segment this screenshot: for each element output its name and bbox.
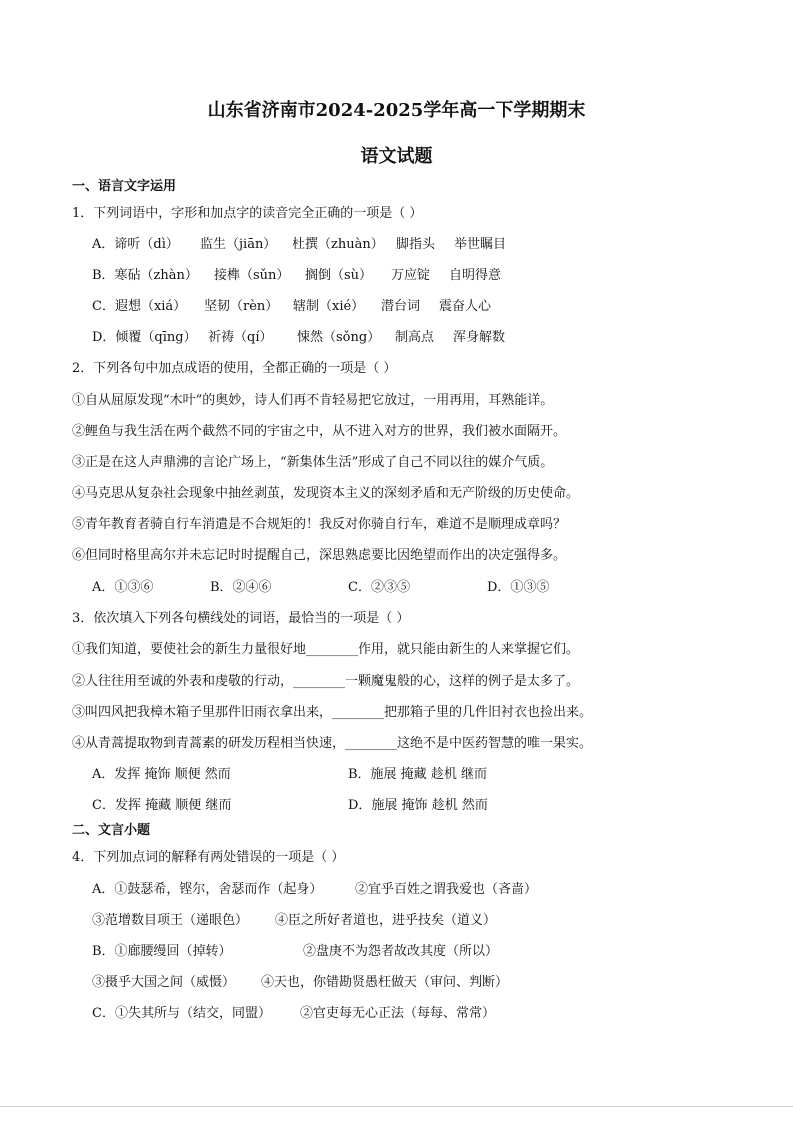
question-3-options-row-1: [92, 767, 487, 783]
q4-a-item-2: ②宜乎百姓之谓我爱也（吝啬）: [355, 882, 538, 897]
q1-c-item-1: C．遐想（xiá）: [92, 299, 187, 314]
q4-option-c-line-1: [92, 1006, 495, 1022]
q1-a-item-5: 举世瞩目: [454, 237, 507, 252]
q1-b-item-5: 自明得意: [449, 268, 502, 283]
page-bottom-divider: [0, 1106, 793, 1107]
q1-a-item-2: 监生（jiān）: [200, 237, 277, 252]
q4-b-item-1: B．①廊腰缦回（掉转）: [92, 944, 232, 959]
q1-b-item-2: 接榫（sǔn）: [214, 268, 290, 283]
question-1-option-a: [92, 237, 506, 253]
question-2-options: [92, 580, 549, 596]
q1-a-item-3: 杜撰（zhuàn）: [292, 237, 384, 252]
q4-b-item-3: ③摄乎大国之间（威慑）: [92, 975, 236, 990]
q1-c-item-3: 辖制（xié）: [293, 299, 365, 314]
q4-option-b-line-2: [92, 975, 508, 991]
q2-sentence-6: ⑥但同时格里高尔并未忘记时时提醒自己，深思熟虑要比因绝望而作出的决定强得多。: [72, 548, 567, 563]
q1-a-item-4: 脚指头: [396, 237, 436, 252]
page-subtitle: 语文试题: [360, 146, 433, 167]
q2-sentence-3: ③正是在这人声鼎沸的言论广场上，“新集体生活”形成了自己不同以往的媒介气质。: [72, 455, 554, 470]
q4-a-item-4: ④臣之所好者道也，进乎技矣（道义）: [275, 913, 497, 928]
q1-b-item-1: B．寒砧（zhàn）: [92, 268, 198, 283]
q4-c-item-1: C．①失其所与（结交，同盟）: [92, 1006, 271, 1021]
q4-a-item-1: A．①鼓瑟希，铿尔，舍瑟而作（起身）: [92, 882, 323, 897]
q1-d-item-4: 制高点: [395, 330, 435, 345]
page-title: 山东省济南市2024-2025学年高一下学期期末: [207, 100, 586, 121]
q1-d-item-1: D．倾覆（qīng）: [92, 330, 197, 345]
q4-b-item-2: ②盘庚不为怨者故改其度（所以）: [303, 944, 499, 959]
question-2-stem: 2．下列各句中加点成语的使用，全都正确的一项是（ ）: [72, 361, 397, 376]
question-1-stem: 1．下列词语中，字形和加点字的读音完全正确的一项是（ ）: [72, 206, 423, 221]
q1-c-item-2: 坚韧（rèn）: [204, 299, 279, 314]
q2-option-c: C．②③⑤: [348, 580, 410, 595]
section-heading-1: 一、语言文字运用: [72, 179, 177, 194]
q1-c-item-5: 震奋人心: [439, 299, 492, 314]
q2-sentence-5: ⑤青年教育者骑自行车消遣是不合规矩的！我反对你骑自行车，难道不是顺理成章吗？: [72, 517, 567, 532]
q3-option-c: C．发挥 掩藏 顺便 继而: [92, 798, 232, 813]
q1-d-item-3: 悚然（sǒng）: [297, 330, 381, 345]
q2-option-a: A．①③⑥: [92, 580, 154, 595]
q3-sentence-3: ③叫四风把我樟木箱子里那件旧雨衣拿出来，________把那箱子里的几件旧衬衣也捡出来。: [72, 705, 593, 720]
q1-c-item-4: 潜台词: [381, 299, 421, 314]
q4-option-a-line-1: [92, 882, 537, 898]
q3-sentence-1: ①我们知道，要使社会的新生力量很好地________作用，就只能由新生的人来掌握它们。: [72, 642, 580, 657]
q1-a-item-1: A．谛听（dì）: [92, 237, 179, 252]
q2-sentence-1: ①自从屈原发现“木叶”的奥妙，诗人们再不肯轻易把它放过，一用再用，耳熟能详。: [72, 393, 554, 408]
q1-b-item-3: 搁倒（sù）: [305, 268, 373, 283]
q3-option-d: D．施展 掩饰 趁机 然而: [348, 798, 488, 813]
question-1-option-c: [92, 299, 491, 315]
question-1-option-b: [92, 268, 501, 284]
question-3-options-row-2: [92, 798, 488, 814]
q3-sentence-4: ④从青蒿提取物到青蒿素的研发历程相当快速，________这绝不是中医药智慧的唯一果实。: [72, 736, 593, 751]
q4-c-item-2: ②官吏每无心正法（每每、常常）: [300, 1006, 496, 1021]
q2-option-d: D．①③⑤: [487, 580, 550, 595]
q3-option-b: B．施展 掩藏 趁机 继而: [348, 767, 487, 782]
q1-d-item-2: 祈祷（qí）: [208, 330, 273, 345]
question-3-stem: 3．依次填入下列各句横线处的词语，最恰当的一项是（ ）: [72, 611, 410, 626]
q1-d-item-5: 浑身解数: [453, 330, 506, 345]
q2-sentence-4: ④马克思从复杂社会现象中抽丝剥茧，发现资本主义的深刻矛盾和无产阶级的历史使命。: [72, 486, 580, 501]
section-heading-2: 二、文言小题: [72, 823, 151, 838]
q2-sentence-2: ②鲤鱼与我生活在两个截然不同的宇宙之中，从不进入对方的世界，我们被水面隔开。: [72, 424, 567, 439]
q3-option-a: A．发挥 掩饰 顺便 然而: [92, 767, 231, 782]
q2-option-b: B．②④⑥: [210, 580, 272, 595]
q4-option-b-line-1: [92, 944, 498, 960]
question-1-option-d: [92, 330, 505, 346]
q4-b-item-4: ④天也，你错勘贤愚枉做天（审问、判断）: [261, 975, 509, 990]
question-4-stem: 4．下列加点词的解释有两处错误的一项是（ ）: [72, 850, 345, 865]
q4-a-item-3: ③范增数目项王（递眼色）: [92, 913, 249, 928]
q4-option-a-line-2: [92, 913, 496, 929]
q3-sentence-2: ②人往往用至诚的外表和虔敬的行动，________一颗魔鬼般的心，这样的例子是太多了。: [72, 674, 580, 689]
q1-b-item-4: 万应锭: [391, 268, 431, 283]
